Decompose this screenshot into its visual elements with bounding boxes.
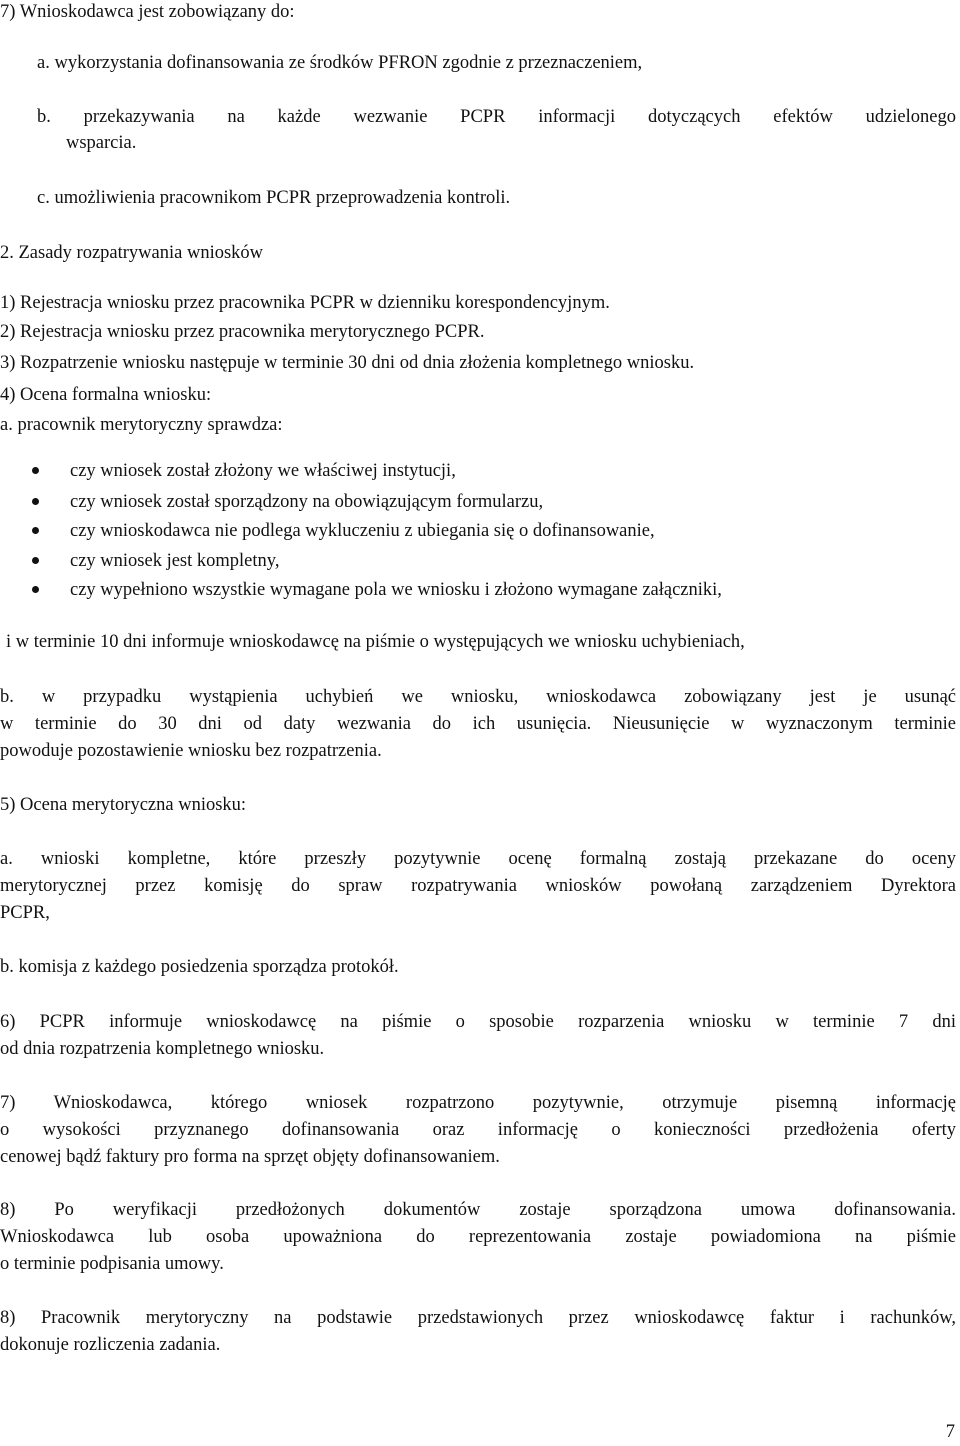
- paragraph-7-line1: 7) Wnioskodawca, którego wniosek rozpatrzono pozytywnie, otrzymuje pisemną informację: [0, 1093, 956, 1113]
- paragraph-7-line3: cenowej bądź faktury pro forma na sprzęt objęty dofinansowaniem.: [0, 1147, 500, 1167]
- obligation-item-a: a. wykorzystania dofinansowania ze środków PFRON zgodnie z przeznaczeniem,: [37, 53, 643, 73]
- paragraph-4b-line2: w terminie do 30 dni od daty wezwania do ich usunięcia. Nieusunięcie w wyznaczonym terminie: [0, 714, 956, 734]
- list-item: czy wniosek jest kompletny,: [70, 551, 280, 571]
- bullet-icon: [32, 467, 39, 474]
- paragraph-7-line2: o wysokości przyznanego dofinansowania oraz informację o konieczności przedłożenia oferty: [0, 1120, 956, 1140]
- paragraph-8-line1: 8) Po weryfikacji przedłożonych dokumentów zostaje sporządzona umowa dofinansowania.: [0, 1200, 956, 1220]
- paragraph-6-line1: 6) PCPR informuje wnioskodawcę na piśmie o sposobie rozparzenia wniosku w terminie 7 dni: [0, 1012, 956, 1032]
- paragraph-1: 1) Rejestracja wniosku przez pracownika PCPR w dzienniku korespondencyjnym.: [0, 293, 610, 313]
- paragraph-6-line2: od dnia rozpatrzenia kompletnego wniosku.: [0, 1039, 325, 1059]
- paragraph-8-line3: o terminie podpisania umowy.: [0, 1254, 224, 1274]
- bullet-icon: [32, 527, 39, 534]
- obligation-item-b-line2: wsparcia.: [66, 133, 137, 153]
- paragraph-5a-line2: merytorycznej przez komisję do spraw rozpatrywania wniosków powołaną zarządzeniem Dyrektora: [0, 876, 956, 896]
- paragraph-4: 4) Ocena formalna wniosku:: [0, 385, 212, 405]
- paragraph-2: 2) Rejestracja wniosku przez pracownika merytorycznego PCPR.: [0, 322, 485, 342]
- paragraph-5: 5) Ocena merytoryczna wniosku:: [0, 795, 247, 815]
- obligation-item-b-line1: b. przekazywania na każde wezwanie PCPR informacji dotyczących efektów udzielonego: [37, 107, 956, 127]
- paragraph-4b-line1: b. w przypadku wystąpienia uchybień we wniosku, wnioskodawca zobowiązany jest je usunąć: [0, 687, 956, 707]
- obligations-heading: 7) Wnioskodawca jest zobowiązany do:: [0, 2, 295, 22]
- page-number: 7: [945, 1422, 955, 1442]
- paragraph-3: 3) Rozpatrzenie wniosku następuje w terminie 30 dni od dnia złożenia kompletnego wniosku.: [0, 353, 695, 373]
- term-line: i w terminie 10 dni informuje wnioskodawcę na piśmie o występujących we wniosku uchybieniach,: [6, 632, 745, 652]
- list-item: czy wniosek został sporządzony na obowiązującym formularzu,: [70, 492, 544, 512]
- paragraph-5a-line3: PCPR,: [0, 903, 50, 923]
- bullet-icon: [32, 498, 39, 505]
- paragraph-5b: b. komisja z każdego posiedzenia sporządza protokół.: [0, 957, 399, 977]
- paragraph-5a-line1: a. wnioski kompletne, które przeszły pozytywnie ocenę formalną zostają przekazane do oceny: [0, 849, 956, 869]
- paragraph-8b-line1: 8) Pracownik merytoryczny na podstawie przedstawionych przez wnioskodawcę faktur i rachunków,: [0, 1308, 956, 1328]
- obligation-item-c: c. umożliwienia pracownikom PCPR przeprowadzenia kontroli.: [37, 188, 511, 208]
- paragraph-4b-line3: powoduje pozostawienie wniosku bez rozpatrzenia.: [0, 741, 382, 761]
- paragraph-8-line2: Wnioskodawca lub osoba upoważniona do reprezentowania zostaje powiadomiona na piśmie: [0, 1227, 956, 1247]
- list-item: czy wypełniono wszystkie wymagane pola we wniosku i złożono wymagane załączniki,: [70, 580, 722, 600]
- paragraph-8b-line2: dokonuje rozliczenia zadania.: [0, 1335, 221, 1355]
- bullet-icon: [32, 557, 39, 564]
- paragraph-4a: a. pracownik merytoryczny sprawdza:: [0, 415, 283, 435]
- section-heading: 2. Zasady rozpatrywania wniosków: [0, 243, 264, 263]
- bullet-icon: [32, 586, 39, 593]
- list-item: czy wnioskodawca nie podlega wykluczeniu z ubiegania się o dofinansowanie,: [70, 521, 655, 541]
- list-item: czy wniosek został złożony we właściwej instytucji,: [70, 461, 456, 481]
